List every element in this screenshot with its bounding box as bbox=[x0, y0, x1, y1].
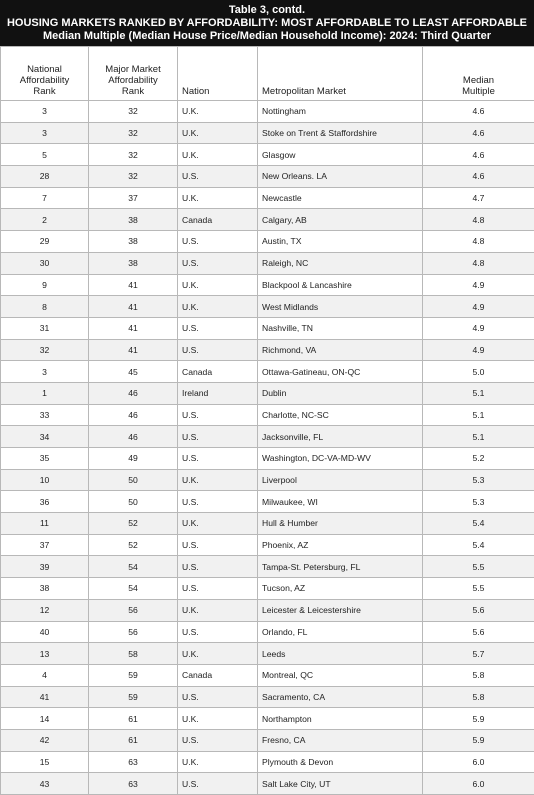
table-row bbox=[1, 231, 534, 253]
cell-national-rank: 4 bbox=[1, 664, 89, 686]
cell-major-rank: 32 bbox=[89, 144, 178, 166]
cell-median-multiple: 5.1 bbox=[423, 404, 534, 426]
cell-nation: U.K. bbox=[178, 469, 258, 491]
cell-major-rank: 38 bbox=[89, 231, 178, 253]
cell-major-rank: 63 bbox=[89, 751, 178, 773]
cell-nation: U.K. bbox=[178, 643, 258, 665]
cell-national-rank: 14 bbox=[1, 708, 89, 730]
cell-major-rank: 52 bbox=[89, 534, 178, 556]
cell-nation: U.S. bbox=[178, 773, 258, 795]
cell-median-multiple: 5.3 bbox=[423, 469, 534, 491]
cell-national-rank: 41 bbox=[1, 686, 89, 708]
cell-metro: Dublin bbox=[258, 382, 423, 404]
header-median: Median Multiple bbox=[423, 47, 534, 101]
cell-metro: Orlando, FL bbox=[258, 621, 423, 643]
cell-metro: Raleigh, NC bbox=[258, 252, 423, 274]
cell-median-multiple: 5.6 bbox=[423, 621, 534, 643]
cell-metro: Glasgow bbox=[258, 144, 423, 166]
cell-metro: New Orleans. LA bbox=[258, 166, 423, 188]
cell-metro: Tampa-St. Petersburg, FL bbox=[258, 556, 423, 578]
cell-major-rank: 41 bbox=[89, 296, 178, 318]
cell-major-rank: 32 bbox=[89, 101, 178, 123]
table-row bbox=[1, 317, 534, 339]
cell-national-rank: 34 bbox=[1, 426, 89, 448]
cell-nation: U.S. bbox=[178, 729, 258, 751]
cell-nation: U.S. bbox=[178, 404, 258, 426]
cell-nation: U.S. bbox=[178, 448, 258, 470]
cell-median-multiple: 4.8 bbox=[423, 209, 534, 231]
cell-metro: Leeds bbox=[258, 643, 423, 665]
cell-major-rank: 32 bbox=[89, 122, 178, 144]
header-metro: Metropolitan Market bbox=[258, 47, 423, 101]
cell-metro: Austin, TX bbox=[258, 231, 423, 253]
cell-nation: Canada bbox=[178, 209, 258, 231]
table-row bbox=[1, 448, 534, 470]
cell-median-multiple: 5.5 bbox=[423, 556, 534, 578]
cell-metro: Northampton bbox=[258, 708, 423, 730]
cell-national-rank: 1 bbox=[1, 382, 89, 404]
table-row bbox=[1, 556, 534, 578]
header-row bbox=[1, 47, 534, 101]
cell-median-multiple: 6.0 bbox=[423, 773, 534, 795]
cell-median-multiple: 4.9 bbox=[423, 274, 534, 296]
cell-major-rank: 41 bbox=[89, 317, 178, 339]
cell-nation: U.K. bbox=[178, 599, 258, 621]
cell-nation: U.S. bbox=[178, 231, 258, 253]
cell-metro: Washington, DC-VA-MD-WV bbox=[258, 448, 423, 470]
cell-national-rank: 40 bbox=[1, 621, 89, 643]
cell-major-rank: 54 bbox=[89, 578, 178, 600]
table-row bbox=[1, 361, 534, 383]
cell-median-multiple: 6.0 bbox=[423, 751, 534, 773]
cell-metro: Tucson, AZ bbox=[258, 578, 423, 600]
cell-metro: Phoenix, AZ bbox=[258, 534, 423, 556]
cell-major-rank: 46 bbox=[89, 426, 178, 448]
cell-national-rank: 35 bbox=[1, 448, 89, 470]
cell-metro: Hull & Humber bbox=[258, 513, 423, 535]
cell-national-rank: 15 bbox=[1, 751, 89, 773]
cell-nation: U.K. bbox=[178, 296, 258, 318]
cell-median-multiple: 5.4 bbox=[423, 534, 534, 556]
cell-nation: U.S. bbox=[178, 426, 258, 448]
cell-median-multiple: 4.9 bbox=[423, 339, 534, 361]
cell-median-multiple: 5.8 bbox=[423, 686, 534, 708]
cell-national-rank: 28 bbox=[1, 166, 89, 188]
cell-median-multiple: 4.6 bbox=[423, 122, 534, 144]
header-national-rank: National Affordability Rank bbox=[1, 47, 89, 101]
cell-major-rank: 46 bbox=[89, 404, 178, 426]
cell-median-multiple: 5.1 bbox=[423, 426, 534, 448]
cell-nation: U.K. bbox=[178, 101, 258, 123]
affordability-table bbox=[0, 46, 534, 795]
cell-national-rank: 36 bbox=[1, 491, 89, 513]
cell-national-rank: 30 bbox=[1, 252, 89, 274]
cell-median-multiple: 5.8 bbox=[423, 664, 534, 686]
cell-major-rank: 37 bbox=[89, 187, 178, 209]
cell-major-rank: 49 bbox=[89, 448, 178, 470]
cell-national-rank: 8 bbox=[1, 296, 89, 318]
table-row bbox=[1, 187, 534, 209]
cell-nation: Canada bbox=[178, 664, 258, 686]
cell-nation: U.S. bbox=[178, 166, 258, 188]
table-row bbox=[1, 404, 534, 426]
cell-national-rank: 43 bbox=[1, 773, 89, 795]
table-row bbox=[1, 751, 534, 773]
cell-metro: Montreal, QC bbox=[258, 664, 423, 686]
cell-major-rank: 45 bbox=[89, 361, 178, 383]
cell-median-multiple: 4.9 bbox=[423, 317, 534, 339]
cell-nation: U.S. bbox=[178, 491, 258, 513]
cell-major-rank: 54 bbox=[89, 556, 178, 578]
cell-median-multiple: 5.1 bbox=[423, 382, 534, 404]
cell-national-rank: 31 bbox=[1, 317, 89, 339]
cell-median-multiple: 4.9 bbox=[423, 296, 534, 318]
cell-median-multiple: 5.3 bbox=[423, 491, 534, 513]
cell-national-rank: 3 bbox=[1, 361, 89, 383]
cell-major-rank: 50 bbox=[89, 469, 178, 491]
cell-median-multiple: 5.0 bbox=[423, 361, 534, 383]
cell-major-rank: 59 bbox=[89, 686, 178, 708]
cell-nation: U.K. bbox=[178, 274, 258, 296]
table-row bbox=[1, 339, 534, 361]
cell-median-multiple: 5.7 bbox=[423, 643, 534, 665]
table-row bbox=[1, 599, 534, 621]
table-caption: Table 3, contd. bbox=[0, 4, 534, 17]
cell-national-rank: 10 bbox=[1, 469, 89, 491]
cell-metro: Nottingham bbox=[258, 101, 423, 123]
cell-major-rank: 56 bbox=[89, 599, 178, 621]
table-row bbox=[1, 621, 534, 643]
cell-metro: West Midlands bbox=[258, 296, 423, 318]
cell-nation: U.S. bbox=[178, 686, 258, 708]
cell-metro: Calgary, AB bbox=[258, 209, 423, 231]
table-row bbox=[1, 209, 534, 231]
table-row bbox=[1, 144, 534, 166]
cell-median-multiple: 5.5 bbox=[423, 578, 534, 600]
cell-national-rank: 3 bbox=[1, 101, 89, 123]
cell-metro: Fresno, CA bbox=[258, 729, 423, 751]
cell-nation: Ireland bbox=[178, 382, 258, 404]
cell-nation: U.K. bbox=[178, 513, 258, 535]
cell-metro: Jacksonville, FL bbox=[258, 426, 423, 448]
table-row bbox=[1, 491, 534, 513]
cell-median-multiple: 5.2 bbox=[423, 448, 534, 470]
table-row bbox=[1, 382, 534, 404]
cell-median-multiple: 4.7 bbox=[423, 187, 534, 209]
cell-nation: Canada bbox=[178, 361, 258, 383]
cell-major-rank: 41 bbox=[89, 274, 178, 296]
cell-national-rank: 11 bbox=[1, 513, 89, 535]
cell-median-multiple: 5.9 bbox=[423, 729, 534, 751]
cell-nation: U.S. bbox=[178, 534, 258, 556]
table-row bbox=[1, 534, 534, 556]
cell-major-rank: 58 bbox=[89, 643, 178, 665]
table-row bbox=[1, 296, 534, 318]
cell-national-rank: 38 bbox=[1, 578, 89, 600]
cell-major-rank: 38 bbox=[89, 252, 178, 274]
cell-nation: U.S. bbox=[178, 252, 258, 274]
cell-major-rank: 61 bbox=[89, 729, 178, 751]
cell-median-multiple: 4.6 bbox=[423, 144, 534, 166]
cell-nation: U.S. bbox=[178, 317, 258, 339]
cell-nation: U.S. bbox=[178, 578, 258, 600]
cell-major-rank: 56 bbox=[89, 621, 178, 643]
cell-metro: Blackpool & Lancashire bbox=[258, 274, 423, 296]
cell-national-rank: 5 bbox=[1, 144, 89, 166]
header-major-rank: Major Market Affordability Rank bbox=[89, 47, 178, 101]
cell-metro: Stoke on Trent & Staffordshire bbox=[258, 122, 423, 144]
table-heading: HOUSING MARKETS RANKED BY AFFORDABILITY: MOST AFFORDABLE TO LEAST AFFORDABLE bbox=[0, 17, 534, 30]
table-row bbox=[1, 578, 534, 600]
cell-median-multiple: 5.9 bbox=[423, 708, 534, 730]
cell-national-rank: 42 bbox=[1, 729, 89, 751]
cell-major-rank: 59 bbox=[89, 664, 178, 686]
table-row bbox=[1, 426, 534, 448]
header-nation: Nation bbox=[178, 47, 258, 101]
cell-major-rank: 46 bbox=[89, 382, 178, 404]
cell-national-rank: 9 bbox=[1, 274, 89, 296]
cell-major-rank: 52 bbox=[89, 513, 178, 535]
cell-median-multiple: 5.6 bbox=[423, 599, 534, 621]
cell-nation: U.S. bbox=[178, 339, 258, 361]
cell-median-multiple: 4.8 bbox=[423, 252, 534, 274]
cell-major-rank: 61 bbox=[89, 708, 178, 730]
cell-major-rank: 50 bbox=[89, 491, 178, 513]
cell-major-rank: 38 bbox=[89, 209, 178, 231]
cell-national-rank: 33 bbox=[1, 404, 89, 426]
cell-national-rank: 29 bbox=[1, 231, 89, 253]
table-row bbox=[1, 469, 534, 491]
cell-nation: U.K. bbox=[178, 144, 258, 166]
cell-metro: Liverpool bbox=[258, 469, 423, 491]
table-row bbox=[1, 664, 534, 686]
cell-national-rank: 7 bbox=[1, 187, 89, 209]
table-title-block bbox=[0, 0, 534, 46]
table-row bbox=[1, 166, 534, 188]
cell-nation: U.S. bbox=[178, 621, 258, 643]
cell-metro: Sacramento, CA bbox=[258, 686, 423, 708]
table-row bbox=[1, 274, 534, 296]
table-row bbox=[1, 708, 534, 730]
table-row bbox=[1, 252, 534, 274]
cell-major-rank: 41 bbox=[89, 339, 178, 361]
cell-metro: Nashville, TN bbox=[258, 317, 423, 339]
cell-national-rank: 32 bbox=[1, 339, 89, 361]
cell-national-rank: 3 bbox=[1, 122, 89, 144]
cell-metro: Salt Lake City, UT bbox=[258, 773, 423, 795]
table-row bbox=[1, 729, 534, 751]
cell-major-rank: 32 bbox=[89, 166, 178, 188]
cell-nation: U.K. bbox=[178, 708, 258, 730]
cell-median-multiple: 4.6 bbox=[423, 101, 534, 123]
cell-nation: U.K. bbox=[178, 751, 258, 773]
cell-national-rank: 2 bbox=[1, 209, 89, 231]
cell-metro: Leicester & Leicestershire bbox=[258, 599, 423, 621]
table-row bbox=[1, 122, 534, 144]
table-row bbox=[1, 101, 534, 123]
cell-median-multiple: 4.6 bbox=[423, 166, 534, 188]
cell-metro: Milwaukee, WI bbox=[258, 491, 423, 513]
cell-metro: Plymouth & Devon bbox=[258, 751, 423, 773]
cell-national-rank: 12 bbox=[1, 599, 89, 621]
cell-metro: Richmond, VA bbox=[258, 339, 423, 361]
cell-metro: Newcastle bbox=[258, 187, 423, 209]
table-row bbox=[1, 773, 534, 795]
cell-median-multiple: 5.4 bbox=[423, 513, 534, 535]
table-row bbox=[1, 686, 534, 708]
cell-nation: U.K. bbox=[178, 187, 258, 209]
cell-metro: Charlotte, NC-SC bbox=[258, 404, 423, 426]
cell-metro: Ottawa-Gatineau, ON-QC bbox=[258, 361, 423, 383]
cell-national-rank: 39 bbox=[1, 556, 89, 578]
table-row bbox=[1, 643, 534, 665]
table-row bbox=[1, 513, 534, 535]
cell-major-rank: 63 bbox=[89, 773, 178, 795]
cell-median-multiple: 4.8 bbox=[423, 231, 534, 253]
cell-national-rank: 13 bbox=[1, 643, 89, 665]
cell-national-rank: 37 bbox=[1, 534, 89, 556]
cell-nation: U.K. bbox=[178, 122, 258, 144]
table-subheading: Median Multiple (Median House Price/Median Household Income): 2024: Third Quarter bbox=[0, 30, 534, 43]
cell-nation: U.S. bbox=[178, 556, 258, 578]
